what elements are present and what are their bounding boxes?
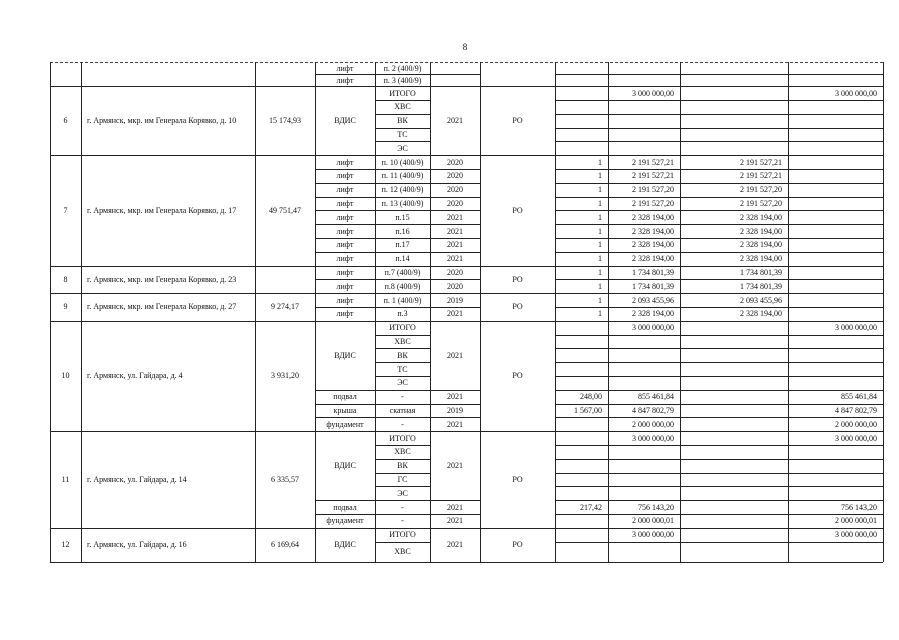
table-cell: РО xyxy=(512,116,523,126)
row-rule xyxy=(555,362,608,363)
row-rule xyxy=(788,224,883,225)
table-cell: лифт xyxy=(336,185,354,195)
table-cell: 10 xyxy=(61,371,70,381)
row-rule xyxy=(555,335,608,336)
table-cell: 217,42 xyxy=(580,502,602,512)
table-cell: 1 xyxy=(598,185,602,195)
row-rule xyxy=(608,376,680,377)
row-rule xyxy=(788,348,883,349)
table-cell: ИТОГО xyxy=(389,433,416,443)
row-rule xyxy=(680,74,788,75)
table-cell: ХВС xyxy=(394,336,411,346)
table-cell: 1 xyxy=(598,157,602,167)
table-cell: лифт xyxy=(336,295,354,305)
table-cell: 4 847 802,79 xyxy=(835,405,877,415)
row-rule xyxy=(680,500,788,501)
row-rule xyxy=(680,362,788,363)
row-rule xyxy=(555,473,608,474)
row-rule xyxy=(608,128,680,129)
table-cell: п. 11 (400/9) xyxy=(381,171,424,181)
row-rule xyxy=(608,486,680,487)
row-rule xyxy=(788,459,883,460)
capital-repair-table xyxy=(50,62,883,562)
row-rule xyxy=(788,307,883,308)
table-cell: 1 xyxy=(598,240,602,250)
row-rule xyxy=(555,542,608,543)
table-cell: лифт xyxy=(336,267,354,277)
table-cell: лифт xyxy=(336,75,354,85)
row-rule xyxy=(680,459,788,460)
table-cell: лифт xyxy=(336,281,354,291)
row-rule xyxy=(555,86,608,87)
table-cell: п. 10 (400/9) xyxy=(381,157,424,167)
table-cell: 3 000 000,00 xyxy=(632,433,674,443)
table-cell: 2020 xyxy=(447,198,463,208)
table-cell: крыша xyxy=(333,405,357,415)
table-cell: 2 093 455,96 xyxy=(632,295,674,305)
row-rule xyxy=(788,197,883,198)
row-rule xyxy=(788,335,883,336)
row-rule xyxy=(680,486,788,487)
table-cell: 2 191 527,20 xyxy=(632,185,674,195)
table-cell: п. 1 (400/9) xyxy=(383,295,422,305)
table-cell: 2 191 527,20 xyxy=(740,198,782,208)
row-rule xyxy=(788,74,883,75)
row-rule xyxy=(680,390,788,391)
table-cell: 1 734 801,39 xyxy=(632,281,674,291)
row-rule xyxy=(608,445,680,446)
table-cell: 2 328 194,00 xyxy=(740,212,782,222)
row-rule xyxy=(788,445,883,446)
column-rule xyxy=(883,62,884,562)
row-rule xyxy=(608,542,680,543)
table-cell: п. 13 (400/9) xyxy=(381,198,424,208)
row-rule xyxy=(788,155,883,156)
row-rule xyxy=(555,100,608,101)
table-cell: РО xyxy=(512,302,523,312)
row-rule xyxy=(680,528,788,529)
row-rule xyxy=(788,293,883,294)
table-cell: 2021 xyxy=(447,350,463,360)
table-cell: фундамент xyxy=(326,516,364,526)
row-rule xyxy=(680,431,788,432)
table-cell: 1 734 801,39 xyxy=(740,267,782,277)
table-cell: 2 191 527,21 xyxy=(632,157,674,167)
row-rule xyxy=(555,417,608,418)
table-cell: 2021 xyxy=(447,461,463,471)
table-cell: п.15 xyxy=(395,212,410,222)
table-cell: 1 xyxy=(598,309,602,319)
table-cell: г. Армянск, ул. Гайдара, д. 4 xyxy=(87,371,183,381)
row-rule xyxy=(680,473,788,474)
table-cell: п. 3 (400/9) xyxy=(383,75,422,85)
table-cell: 3 000 000,00 xyxy=(632,88,674,98)
table-cell: 2 328 194,00 xyxy=(740,254,782,264)
table-cell: 756 143,20 xyxy=(638,502,674,512)
row-rule xyxy=(608,362,680,363)
row-rule xyxy=(608,459,680,460)
table-cell: 15 174,93 xyxy=(269,116,301,126)
row-rule xyxy=(680,321,788,322)
row-rule xyxy=(680,348,788,349)
row-rule xyxy=(788,114,883,115)
table-cell: 2020 xyxy=(447,267,463,277)
table-cell: п.17 xyxy=(395,240,410,250)
table-cell: 2021 xyxy=(447,392,463,402)
table-cell: 6 xyxy=(63,116,68,126)
row-rule xyxy=(788,128,883,129)
table-cell: РО xyxy=(512,540,523,550)
table-cell: 3 000 000,00 xyxy=(835,530,877,540)
table-cell: - xyxy=(401,392,404,402)
table-cell: ХВС xyxy=(394,447,411,457)
row-rule xyxy=(788,473,883,474)
table-cell: 4 847 802,79 xyxy=(632,405,674,415)
table-cell: п.16 xyxy=(395,226,410,236)
table-cell: ГС xyxy=(397,474,408,484)
table-cell: 6 169,64 xyxy=(271,540,299,550)
row-rule xyxy=(608,100,680,101)
row-rule xyxy=(555,528,608,529)
table-cell: 1 567,00 xyxy=(574,405,602,415)
table-cell: 1 xyxy=(598,295,602,305)
table-cell: 1 xyxy=(598,198,602,208)
table-cell: лифт xyxy=(336,212,354,222)
row-rule xyxy=(680,514,788,515)
table-cell: г. Армянск, ул. Гайдара, д. 16 xyxy=(87,540,187,550)
table-cell: 2 191 527,21 xyxy=(740,157,782,167)
table-cell: 2019 xyxy=(447,295,463,305)
table-cell: 1 734 801,39 xyxy=(740,281,782,291)
table-cell: лифт xyxy=(336,171,354,181)
table-cell: 2 328 194,00 xyxy=(740,226,782,236)
page-number: 8 xyxy=(462,42,468,52)
table-cell: п. 2 (400/9) xyxy=(383,63,422,73)
row-rule xyxy=(788,486,883,487)
row-rule xyxy=(680,114,788,115)
table-cell: 2020 xyxy=(447,171,463,181)
row-rule xyxy=(788,238,883,239)
table-cell: 2 328 194,00 xyxy=(632,226,674,236)
row-rule xyxy=(788,376,883,377)
table-cell: 2021 xyxy=(447,309,463,319)
table-cell: 2 328 194,00 xyxy=(632,240,674,250)
table-cell: 2021 xyxy=(447,226,463,236)
row-rule xyxy=(788,169,883,170)
table-cell: 2 191 527,21 xyxy=(740,171,782,181)
table-cell: 6 335,57 xyxy=(271,474,299,484)
row-rule xyxy=(788,210,883,211)
row-rule xyxy=(680,128,788,129)
table-cell: 1 xyxy=(598,171,602,181)
row-rule xyxy=(680,542,788,543)
table-cell: ХВС xyxy=(394,547,411,557)
table-cell: 1 xyxy=(598,281,602,291)
table-cell: лифт xyxy=(336,309,354,319)
table-cell: г. Армянск, мкр. им Генерала Корявко, д. 27 xyxy=(87,302,237,312)
table-cell: РО xyxy=(512,371,523,381)
table-cell: подвал xyxy=(333,392,357,402)
table-cell: - xyxy=(401,419,404,429)
table-cell: лифт xyxy=(336,63,354,73)
row-rule xyxy=(788,252,883,253)
table-cell: подвал xyxy=(333,502,357,512)
table-cell: 2 191 527,20 xyxy=(740,185,782,195)
row-rule xyxy=(788,100,883,101)
table-cell: г. Армянск, ул. Гайдара, д. 14 xyxy=(87,474,187,484)
table-cell: 2021 xyxy=(447,540,463,550)
row-rule xyxy=(608,141,680,142)
row-rule xyxy=(50,562,883,563)
table-cell: 2020 xyxy=(447,281,463,291)
table-cell: 7 xyxy=(63,205,68,215)
table-cell: п.7 (400/9) xyxy=(384,267,421,277)
table-cell: 3 000 000,00 xyxy=(632,323,674,333)
table-cell: ВК xyxy=(397,461,408,471)
row-rule xyxy=(680,445,788,446)
table-cell: 9 xyxy=(63,302,68,312)
table-cell: 2 000 000,01 xyxy=(632,516,674,526)
table-cell: РО xyxy=(512,474,523,484)
table-cell: РО xyxy=(512,205,523,215)
table-cell: ВК xyxy=(397,116,408,126)
table-cell: лифт xyxy=(336,240,354,250)
row-rule xyxy=(680,86,788,87)
table-cell: 9 274,17 xyxy=(271,302,299,312)
table-cell: 1 734 801,39 xyxy=(632,267,674,277)
table-cell: ТС xyxy=(397,129,408,139)
table-cell: ЭС xyxy=(397,143,408,153)
table-cell: 3 931,20 xyxy=(271,371,299,381)
table-cell: 3 000 000,00 xyxy=(835,433,877,443)
table-cell: 2 328 194,00 xyxy=(632,254,674,264)
table-cell: 2 000 000,00 xyxy=(632,419,674,429)
table-cell: 855 461,84 xyxy=(638,392,674,402)
table-cell: 2 191 527,21 xyxy=(632,171,674,181)
table-cell: г. Армянск, мкр. им Генерала Корявко, д. 23 xyxy=(87,274,237,284)
table-cell: 2021 xyxy=(447,254,463,264)
table-cell: лифт xyxy=(336,254,354,264)
row-rule xyxy=(555,128,608,129)
table-cell: 1 xyxy=(598,226,602,236)
row-rule xyxy=(555,141,608,142)
table-cell: 2 093 455,96 xyxy=(740,295,782,305)
table-cell: 248,00 xyxy=(580,392,602,402)
table-cell: ХВС xyxy=(394,102,411,112)
table-cell: лифт xyxy=(336,198,354,208)
table-cell: 2019 xyxy=(447,405,463,415)
row-rule xyxy=(788,266,883,267)
table-cell: ИТОГО xyxy=(389,88,416,98)
table-cell: - xyxy=(401,502,404,512)
row-rule xyxy=(788,183,883,184)
table-cell: фундамент xyxy=(326,419,364,429)
table-cell: 2 328 194,00 xyxy=(740,309,782,319)
row-rule xyxy=(555,321,608,322)
table-cell: 2 000 000,01 xyxy=(835,516,877,526)
table-cell: ИТОГО xyxy=(389,323,416,333)
table-cell: п.14 xyxy=(395,254,410,264)
table-cell: 756 143,20 xyxy=(841,502,877,512)
table-cell: п. 12 (400/9) xyxy=(381,185,424,195)
table-cell: 3 000 000,00 xyxy=(835,88,877,98)
table-cell: ЭС xyxy=(397,488,408,498)
table-cell: 2021 xyxy=(447,502,463,512)
row-rule xyxy=(555,445,608,446)
row-rule xyxy=(555,459,608,460)
table-top-edge xyxy=(50,62,883,74)
table-cell: г. Армянск, мкр. им Генерала Корявко, д. 10 xyxy=(87,116,237,126)
table-cell: РО xyxy=(512,274,523,284)
table-cell: п.3 xyxy=(397,309,408,319)
row-rule xyxy=(608,74,680,75)
table-cell: ВДИС xyxy=(334,350,356,360)
table-cell: 2021 xyxy=(447,116,463,126)
row-rule xyxy=(680,417,788,418)
table-cell: 2021 xyxy=(447,240,463,250)
table-cell: 2 000 000,00 xyxy=(835,419,877,429)
row-rule xyxy=(555,431,608,432)
row-rule xyxy=(608,335,680,336)
row-rule xyxy=(430,74,480,75)
table-cell: п.8 (400/9) xyxy=(384,281,421,291)
table-cell: 2021 xyxy=(447,516,463,526)
row-rule xyxy=(788,362,883,363)
table-cell: ИТОГО xyxy=(389,530,416,540)
row-rule xyxy=(680,100,788,101)
row-rule xyxy=(680,335,788,336)
table-cell: ВК xyxy=(397,350,408,360)
table-cell: 1 xyxy=(598,254,602,264)
row-rule xyxy=(555,348,608,349)
table-cell: 12 xyxy=(61,540,70,550)
table-cell: - xyxy=(401,516,404,526)
table-cell: ВДИС xyxy=(334,116,356,126)
row-rule xyxy=(680,404,788,405)
table-cell: лифт xyxy=(336,157,354,167)
row-rule xyxy=(680,376,788,377)
row-rule xyxy=(788,279,883,280)
table-cell: 1 xyxy=(598,212,602,222)
row-rule xyxy=(608,348,680,349)
table-cell: 49 751,47 xyxy=(269,205,301,215)
table-cell: 2 328 194,00 xyxy=(632,309,674,319)
table-cell: 1 xyxy=(598,267,602,277)
table-cell: 2 328 194,00 xyxy=(740,240,782,250)
table-cell: 855 461,84 xyxy=(841,392,877,402)
table-cell: ТС xyxy=(397,364,408,374)
table-cell: 3 000 000,00 xyxy=(632,530,674,540)
row-rule xyxy=(788,141,883,142)
table-cell: ВДИС xyxy=(334,461,356,471)
row-rule xyxy=(788,542,883,543)
row-rule xyxy=(608,114,680,115)
row-rule xyxy=(555,514,608,515)
row-rule xyxy=(555,376,608,377)
table-cell: скатная xyxy=(389,405,416,415)
row-rule xyxy=(608,473,680,474)
table-cell: г. Армянск, мкр. им Генерала Корявко, д. 17 xyxy=(87,205,237,215)
table-cell: ЭС xyxy=(397,378,408,388)
table-cell: 11 xyxy=(61,474,70,484)
table-cell: 2021 xyxy=(447,212,463,222)
table-cell: 8 xyxy=(63,274,68,284)
table-cell: лифт xyxy=(336,226,354,236)
table-cell: 2 328 194,00 xyxy=(632,212,674,222)
table-cell: 2021 xyxy=(447,419,463,429)
row-rule xyxy=(555,486,608,487)
row-rule xyxy=(680,141,788,142)
row-rule xyxy=(555,114,608,115)
row-rule xyxy=(555,74,608,75)
table-cell: 2 191 527,20 xyxy=(632,198,674,208)
table-cell: ВДИС xyxy=(334,540,356,550)
table-cell: 2020 xyxy=(447,157,463,167)
row-rule xyxy=(255,266,315,267)
table-cell: 3 000 000,00 xyxy=(835,323,877,333)
table-cell: 2020 xyxy=(447,185,463,195)
